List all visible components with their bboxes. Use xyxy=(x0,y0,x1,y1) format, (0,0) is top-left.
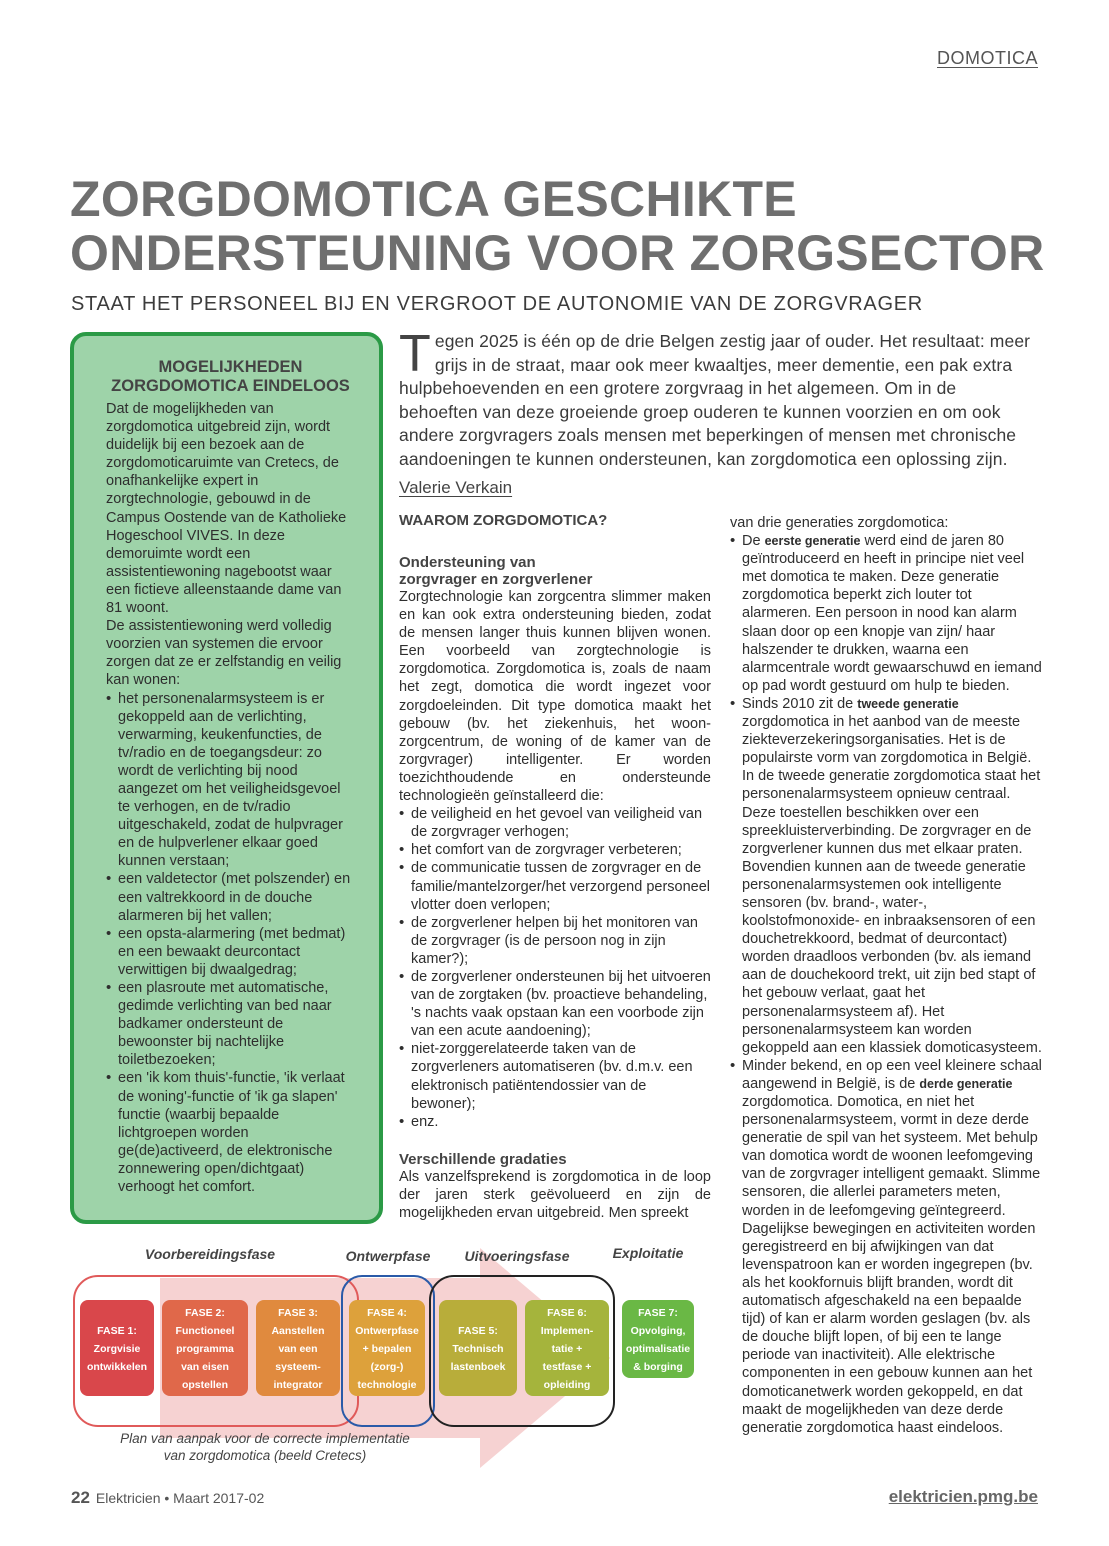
publication-info: Elektricien • Maart 2017-02 xyxy=(95,1490,265,1506)
body-paragraph: van drie generaties zorgdomotica: xyxy=(730,515,949,531)
phase-box-4-text: FASE 4: xyxy=(367,1307,407,1319)
sidebar-box xyxy=(70,332,383,1224)
phase-box-6-text: testfase + xyxy=(542,1361,592,1373)
subsection-heading-line-1: Ondersteuning van xyxy=(399,554,536,571)
sidebar-title-line-1: MOGELIJKHEDEN xyxy=(158,358,303,376)
phase-box-1-text: FASE 1: xyxy=(97,1325,137,1337)
phase-box-1-text: ontwikkelen xyxy=(86,1361,148,1373)
section-heading: WAAROM ZORGDOMOTICA? xyxy=(399,512,608,529)
phase-box-7-text: optimalisatie xyxy=(625,1343,691,1355)
subsection-heading-line-2: zorgvrager en zorgverlener xyxy=(399,571,593,588)
emphasis-text: tweede generatie xyxy=(857,696,959,711)
sidebar-bullet: • een 'ik kom thuis'-functie, 'ik verlaat de woning'-functie of 'ik ga slapen' functie (waarbij bepaalde lichtgroepen worden ge(de)activeerd, de elektronische zonnewering open/dichtgaat) verhoogt het comfort. xyxy=(106,1069,355,1196)
body-bullet: • de zorgverlener helpen bij het monitoren van de zorgvrager (is de persoon nog in zijn kamer?); xyxy=(399,914,711,968)
sidebar-bullet: • een opsta-alarmering (met bedmat) en een bewaakt deurcontact verwittigen bij dwaalgedrag; xyxy=(106,925,355,979)
footer-left xyxy=(71,1488,264,1508)
phase-box-4-text: Ontwerpfase xyxy=(355,1325,419,1337)
phase-label-preparation: Voorbereidingsfase xyxy=(144,1246,276,1262)
generation-bullet-second xyxy=(730,695,1042,1057)
generation-bullet-first xyxy=(730,532,1042,695)
body-bullet: • niet-zorggerelateerde taken van de zorgverleners automatiseren (bv. d.m.v. een elektronisch patiëntendossier van de bewoner); xyxy=(399,1040,711,1112)
body-bullet: • het comfort van de zorgvrager verbeteren; xyxy=(399,841,711,859)
body-paragraph: Als vanzelfsprekend is zorgdomotica in de loop der jaren sterk geëvolueerd en zijn de mogelijkheden ervan uitgebreid. Men spreekt xyxy=(399,1168,711,1221)
author-byline: Valerie Verkain xyxy=(399,478,513,497)
sidebar-paragraph: Dat de mogelijkheden van zorgdomotica uitgebreid zijn, wordt duidelijk bij een bezoek aan de zorgdomoticaruimte van Cretecs, de onafhankelijke expert in zorgtechnologie, gebouwd in de Campus Oostende van de Katholieke Hogeschool VIVES. In deze demoruimte wordt een assistentiewoning nagebootst waar een fictieve alleenstaande dame van 81 woont. xyxy=(106,401,347,617)
intro-text: egen 2025 is één op de drie Belgen zestig jaar of ouder. Het resultaat: meer grijs in de straat, maar ook meer kwaaltjes, meer dementie, een pak extra hulpbehoevenden en een grotere zorgvraag in het algemeen. Om in de behoeften van deze groeiende groep ouderen te kunnen voorzien en om ook andere zorgvragers zoals mensen met beperkingen of mensen met chronische aandoeningen te kunnen ondersteunen, kan zorgdomotica een oplossing zijn. xyxy=(399,331,1031,469)
phase-box-4-text: technologie xyxy=(357,1379,417,1391)
phase-label-design: Ontwerpfase xyxy=(345,1248,431,1264)
headline-line-2: ONDERSTEUNING VOOR ZORGSECTOR xyxy=(70,225,1045,281)
sidebar-title xyxy=(106,358,355,396)
phase-box-3-text: systeem- xyxy=(275,1361,321,1373)
sidebar-bullet: • het personenalarmsysteem is er gekoppeld aan de verlichting, verwarming, keukenfuncties, de tv/radio en de toegangsdeur: zo wordt de verlichting bij nood aangezet om het veiligheidsgevoel te verhogen, en de tv/radio uitgeschakeld, zodat de hulpvrager en de hulpverlener elkaar goed kunnen verstaan; xyxy=(106,690,355,871)
headline-line-1: ZORGDOMOTICA GESCHIKTE xyxy=(70,171,797,227)
sidebar-bullet: • een valdetector (met polszender) en een valtrekkoord in de douche alarmeren bij het vallen; xyxy=(106,870,355,924)
phase-box-6-text: Implemen- xyxy=(540,1325,594,1337)
phase-box-2-text: van eisen xyxy=(181,1361,229,1373)
phase-box-2-text: Functioneel xyxy=(175,1325,235,1337)
phase-box-5-text: lastenboek xyxy=(450,1361,506,1373)
sidebar-bullet: • een plasroute met automatische, gedimde verlichting van bed naar badkamer ondersteunt de bewoonster bij nachtelijke toiletbezoeken; xyxy=(106,979,355,1069)
sidebar-paragraph: De assistentiewoning werd volledig voorzien van systemen die ervoor zorgen dat ze er zelfstandig en veilig kan wonen: xyxy=(106,618,342,689)
drop-cap: T xyxy=(399,325,431,383)
phase-box-6-text: tatie + xyxy=(551,1343,583,1355)
phase-box-7-text: FASE 7: xyxy=(638,1307,678,1319)
figure-caption xyxy=(100,1430,430,1464)
caption-line-2: van zorgdomotica (beeld Cretecs) xyxy=(163,1448,367,1463)
phase-box-3-text: van een xyxy=(278,1343,318,1355)
page-number: 22 xyxy=(71,1488,90,1507)
article-column-right xyxy=(730,514,1042,1437)
phase-box-1-text: Zorgvisie xyxy=(93,1343,141,1355)
bullet-text: werd eind de jaren 80 geïntroduceerd en heeft in principe niet veel met domotica te maken. Deze generatie zorgdomotica beperkt zich louter tot alarmeren. Een persoon in nood kan alarm slaan door op een knopje van zijn/ haar halszender te drukken, waarna een alarmcentrale wordt gewaarschuwd en iemand op pad wordt gestuurd om hulp te bieden. xyxy=(742,533,1042,694)
generation-bullet-third xyxy=(730,1057,1042,1437)
phase-box-4-text: + bepalen xyxy=(362,1343,412,1355)
phase-box-2-text: programma xyxy=(176,1343,234,1355)
emphasis-text: eerste generatie xyxy=(764,534,861,549)
phase-box-3-text: Aanstellen xyxy=(271,1325,325,1337)
phase-box-7-text: Opvolging, xyxy=(630,1325,686,1337)
phase-box-2-text: FASE 2: xyxy=(185,1307,225,1319)
phase-label-execution: Uitvoeringsfase xyxy=(464,1248,570,1264)
bullet-text: zorgdomotica in het aanbod van de meeste ziekteverzekeringsorganisaties. Het is de populairste vorm van zorgdomotica in België. In de tweede generatie zorgdomotica staat het personenalarmsysteem opnieuw centraal. Deze toestellen beschikken over een spreekluisterverbinding. De zorgvrager en de zorgverlener kunnen dus met elkaar praten. Bovendien kunnen aan de tweede generatie personenalarmsystemen ook intelligente sensoren (bv. brand-, water-, koolstofmonoxide- en inbraaksensoren of een douchetrekkoord, bedmat of deurcontact) worden draadloos verbonden (bv. als iemand aan de douchekoord trekt, uit zijn bed stapt of het gebouw verlaat, gaat het personenalarmsysteem af). Het personenalarmsysteem kan worden gekoppeld aan een klassiek domoticasysteem. xyxy=(742,714,1042,1056)
body-bullet: • de communicatie tussen de zorgvrager en de familie/mantelzorger/het verzorgend personeel vlotter doen verlopen; xyxy=(399,859,711,913)
generations-list xyxy=(730,532,1042,1437)
subsection-heading: Verschillende gradaties xyxy=(399,1150,567,1168)
website-link[interactable]: elektricien.pmg.be xyxy=(888,1487,1038,1506)
sidebar-title-line-2: ZORGDOMOTICA EINDELOOS xyxy=(111,377,350,395)
phase-box-3-text: FASE 3: xyxy=(278,1307,318,1319)
body-bullet: • de veiligheid en het gevoel van veiligheid van de zorgvrager verhogen; xyxy=(399,805,711,841)
article-column-middle xyxy=(399,512,711,1222)
phase-box-4-text: (zorg-) xyxy=(370,1361,404,1373)
phase-box-6-text: FASE 6: xyxy=(547,1307,587,1319)
subsection-heading xyxy=(399,554,711,588)
article-subhead: STAAT HET PERSONEEL BIJ EN VERGROOT DE AUTONOMIE VAN DE ZORGVRAGER xyxy=(71,293,923,315)
phase-box-6-text: opleiding xyxy=(543,1379,591,1391)
phase-box-5-text: Technisch xyxy=(452,1343,504,1355)
bullet-text: Sinds 2010 zit de xyxy=(742,695,858,712)
section-tag: DOMOTICA xyxy=(937,48,1038,68)
phase-box-7-text: & borging xyxy=(633,1361,683,1373)
body-bullet: • de zorgverlener ondersteunen bij het uitvoeren van de zorgtaken (bv. proactieve behandeling, 's nachts vaak opstaan kan een voorbode zijn van een acute aandoening); xyxy=(399,968,711,1040)
sidebar-bullet-list xyxy=(106,690,355,1197)
phase-box-5-text: FASE 5: xyxy=(458,1325,498,1337)
phase-boxes xyxy=(80,1300,694,1396)
intro-paragraph xyxy=(399,325,1039,472)
phase-label-exploitation: Exploitatie xyxy=(612,1245,684,1261)
bullet-text: De xyxy=(742,533,765,550)
phase-box-2-text: opstellen xyxy=(181,1379,229,1391)
phase-box-3-text: integrator xyxy=(273,1379,323,1391)
body-bullet: • enz. xyxy=(399,1113,711,1131)
bullet-text: zorgdomotica. Domotica, en niet het personenalarmsysteem, vormt in deze derde generatie de spil van het systeem. Met behulp van domotica wordt de woonen leefomgeving van de zorgvrager intelligent gemaakt. Slimme sensoren, die allerlei parameters meten, worden in de leefomgeving geïntegreerd. Dagelijkse bewegingen en activiteiten worden geregistreerd en bij afwijkingen van dat levenspatroon kan er worden ingegrepen (bv. als het kookfornuis blijft branden, wordt dit automatisch afgeschakeld na een bepaalde tijd) of kan er alarm worden geslagen (bv. als de douche blijft lopen, of bij een te lange periode van inactiviteit). Alle elektrische componenten in een gebouw kunnen aan het domoticanetwerk worden gekoppeld, en dat maakt de mogelijkheden van deze derde generatie zorgdomotica haast eindeloos. xyxy=(742,1094,1041,1436)
article-headline xyxy=(70,172,1050,280)
body-bullet-list xyxy=(399,805,711,1131)
caption-line-1: Plan van aanpak voor de correcte implementatie xyxy=(120,1431,410,1446)
bullet-text: Minder bekend, en op een veel kleinere schaal aangewend in België, is de xyxy=(742,1057,1042,1092)
body-paragraph: Zorgtechnologie kan zorgcentra slimmer maken en kan ook extra ondersteuning bieden, zodat de mensen langer thuis kunnen blijven wonen. Een voorbeeld van zorgtechnologie is zorgdomotica. Zorgdomotica is, zoals de naam het zegt, domotica die wordt ingezet voor zorgdoeleinden. Dit type domotica maakt het gebouw (bv. het ziekenhuis, het woon-zorgcentrum, de woning of de kamer van de zorgvrager) intelligenter. Er worden toezichthoudende en ondersteunde technologieën geïnstalleerd die: xyxy=(399,589,711,805)
emphasis-text: derde generatie xyxy=(919,1076,1013,1091)
